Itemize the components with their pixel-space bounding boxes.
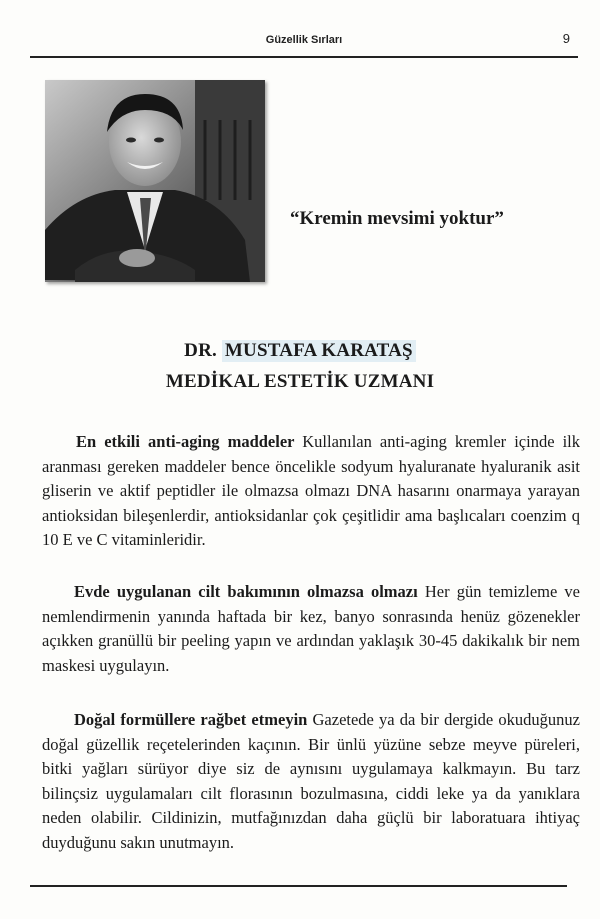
paragraph-anti-aging	[42, 430, 580, 553]
paragraph-text: Kullanılan anti-aging kremler içinde ilk aranması gereken maddeler bence öncelikle sodyum hyaluranate hyaluranik asit gliserin ve aktif peptidler ile olmazsa olmazı DNA hasarını onarmaya yarayan antioksidan bileşenlerdir, antioksidanlar çok çeşitlidir ama başlıcaları coenzim q 10 E ve C vitaminleridir.	[42, 432, 580, 549]
portrait-photo	[45, 80, 265, 282]
footer-rule	[30, 885, 567, 887]
paragraph-lead: Doğal formüllere rağbet etmeyin	[74, 710, 308, 729]
doctor-name	[0, 340, 600, 362]
paragraph-text: Her gün temizleme ve nemlendirmenin yanında haftada bir kez, banyo sonrasında henüz gözenekler açıkken granüllü bir peeling yapın ve ardından yaklaşık 30-45 dakikalık bir nem maskesi uygulayın.	[42, 582, 581, 675]
paragraph-natural-formulas	[42, 708, 580, 855]
page-header	[30, 30, 578, 58]
portrait-illustration	[45, 80, 265, 282]
interview-quote: “Kremin mevsimi yoktur”	[290, 208, 504, 229]
paragraph-text: Gazetede ya da bir dergide okuduğunuz doğal güzellik reçetelerinden kaçının. Bir ünlü yüzüne sebze meyve püreleri, bitki yağları sürüyor diye siz de aynısını uygulamaya kalkmayın. Bu tarz bilinçsiz uygulamaları cilt florasının bozulmasına, ciddi leke ya da yanıklara neden olabilir. Cildinizin, mutfağınızdan daha güçlü bir laboratuara ihtiyaç duyduğunu sakın unutmayın.	[42, 710, 580, 852]
paragraph-lead: En etkili anti-aging maddeler	[76, 432, 295, 451]
name-prefix: DR.	[184, 340, 217, 361]
running-title: Güzellik Sırları	[265, 34, 343, 46]
doctor-title: MEDİKAL ESTETİK UZMANI	[165, 371, 435, 392]
paragraph-home-care	[42, 580, 580, 678]
page-number: 9	[562, 31, 570, 46]
paragraph-lead: Evde uygulanan cilt bakımının olmazsa olmazı	[74, 582, 418, 601]
highlighted-name: MUSTAFA KARATAŞ	[222, 340, 416, 362]
